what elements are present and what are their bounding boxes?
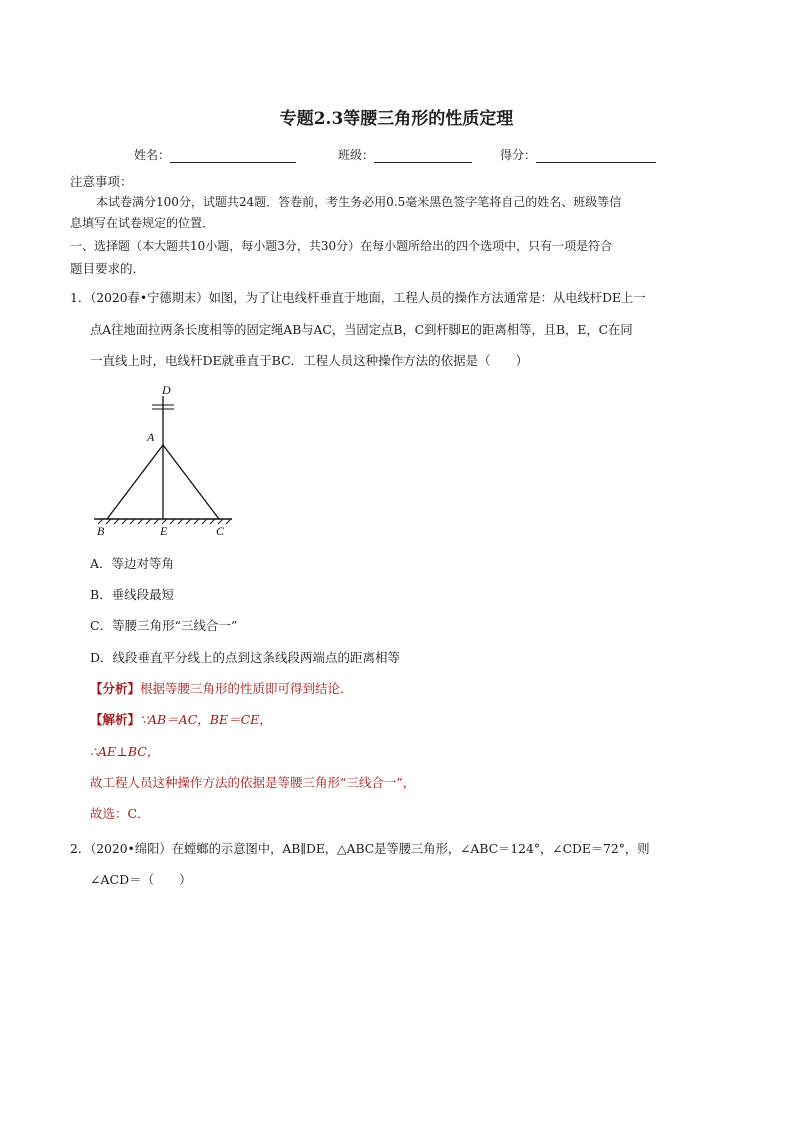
analysis-tag: 【分析】 <box>90 681 141 696</box>
q1-line-1: 1．（2020春•宁德期末）如图，为了让电线杆垂直于地面，工程人员的操作方法通常是：从电线杆DE上一 <box>70 291 646 305</box>
q1-line-3: 一直线上时，电线杆DE就垂直于BC．工程人员这种操作方法的依据是（ ） <box>90 353 529 368</box>
class-label: 班级： <box>338 148 375 162</box>
score-field[interactable] <box>500 146 656 163</box>
q1-solution-line-4: 故选：C． <box>90 806 150 821</box>
solution-text-1: ∵AB＝AC，BE＝CE， <box>140 712 272 727</box>
label-c: C <box>216 524 225 538</box>
q1-solution-line-2: ∴AE⊥BC， <box>90 744 160 759</box>
rope-ab <box>107 445 163 519</box>
q1-option-b[interactable]: B．垂线段最短 <box>90 587 175 602</box>
label-e: E <box>160 524 168 538</box>
q1-analysis <box>90 681 353 697</box>
score-label: 得分： <box>500 148 537 162</box>
class-blank[interactable] <box>374 148 472 163</box>
score-blank[interactable] <box>536 148 656 163</box>
q2-line-1: 2．（2020•绵阳）在螳螂的示意图中，AB∥DE，△ABC是等腰三角形，∠ABC＝124°，∠CDE＝72°，则 <box>70 842 650 856</box>
q1-option-c[interactable]: C．等腰三角形“三线合一” <box>90 618 238 633</box>
notice-heading: 注意事项： <box>70 174 133 189</box>
q1-solution-line-3: 故工程人员这种操作方法的依据是等腰三角形“三线合一”， <box>90 775 416 790</box>
class-field[interactable] <box>338 146 472 163</box>
notice-line-1: 本试卷满分100分，试题共24题．答卷前，考生务必用0.5毫米黑色签字笔将自己的姓名、班级等信 <box>96 195 622 209</box>
name-label: 姓名： <box>134 148 171 162</box>
label-a: A <box>147 430 155 444</box>
q1-option-d[interactable]: D．线段垂直平分线上的点到这条线段两端点的距离相等 <box>90 650 401 665</box>
q1-line-2: 点A往地面拉两条长度相等的固定绳AB与AC，当固定点B，C到杆脚E的距离相等，且B，E，C在同 <box>90 323 633 337</box>
name-blank[interactable] <box>170 148 296 163</box>
rope-ac <box>163 445 219 519</box>
q1-figure <box>90 382 240 542</box>
q1-option-a[interactable]: A．等边对等角 <box>90 556 175 571</box>
section1-line-2: 题目要求的． <box>70 261 146 276</box>
solution-tag: 【解析】 <box>90 712 141 727</box>
notice-line-2: 息填写在试卷规定的位置． <box>70 216 215 230</box>
page-title: 专题2.3等腰三角形的性质定理 <box>279 109 514 129</box>
label-b: B <box>97 524 105 538</box>
section1-line-1: 一、选择题（本大题共10小题，每小题3分，共30分）在每小题所给出的四个选项中，只有一项是符合 <box>70 239 613 253</box>
q2-line-2: ∠ACD＝（ ） <box>90 872 192 887</box>
q1-solution-line-1 <box>90 712 272 728</box>
name-field[interactable] <box>134 146 296 163</box>
analysis-text: 根据等腰三角形的性质即可得到结论． <box>140 681 353 696</box>
label-d: D <box>162 383 171 397</box>
